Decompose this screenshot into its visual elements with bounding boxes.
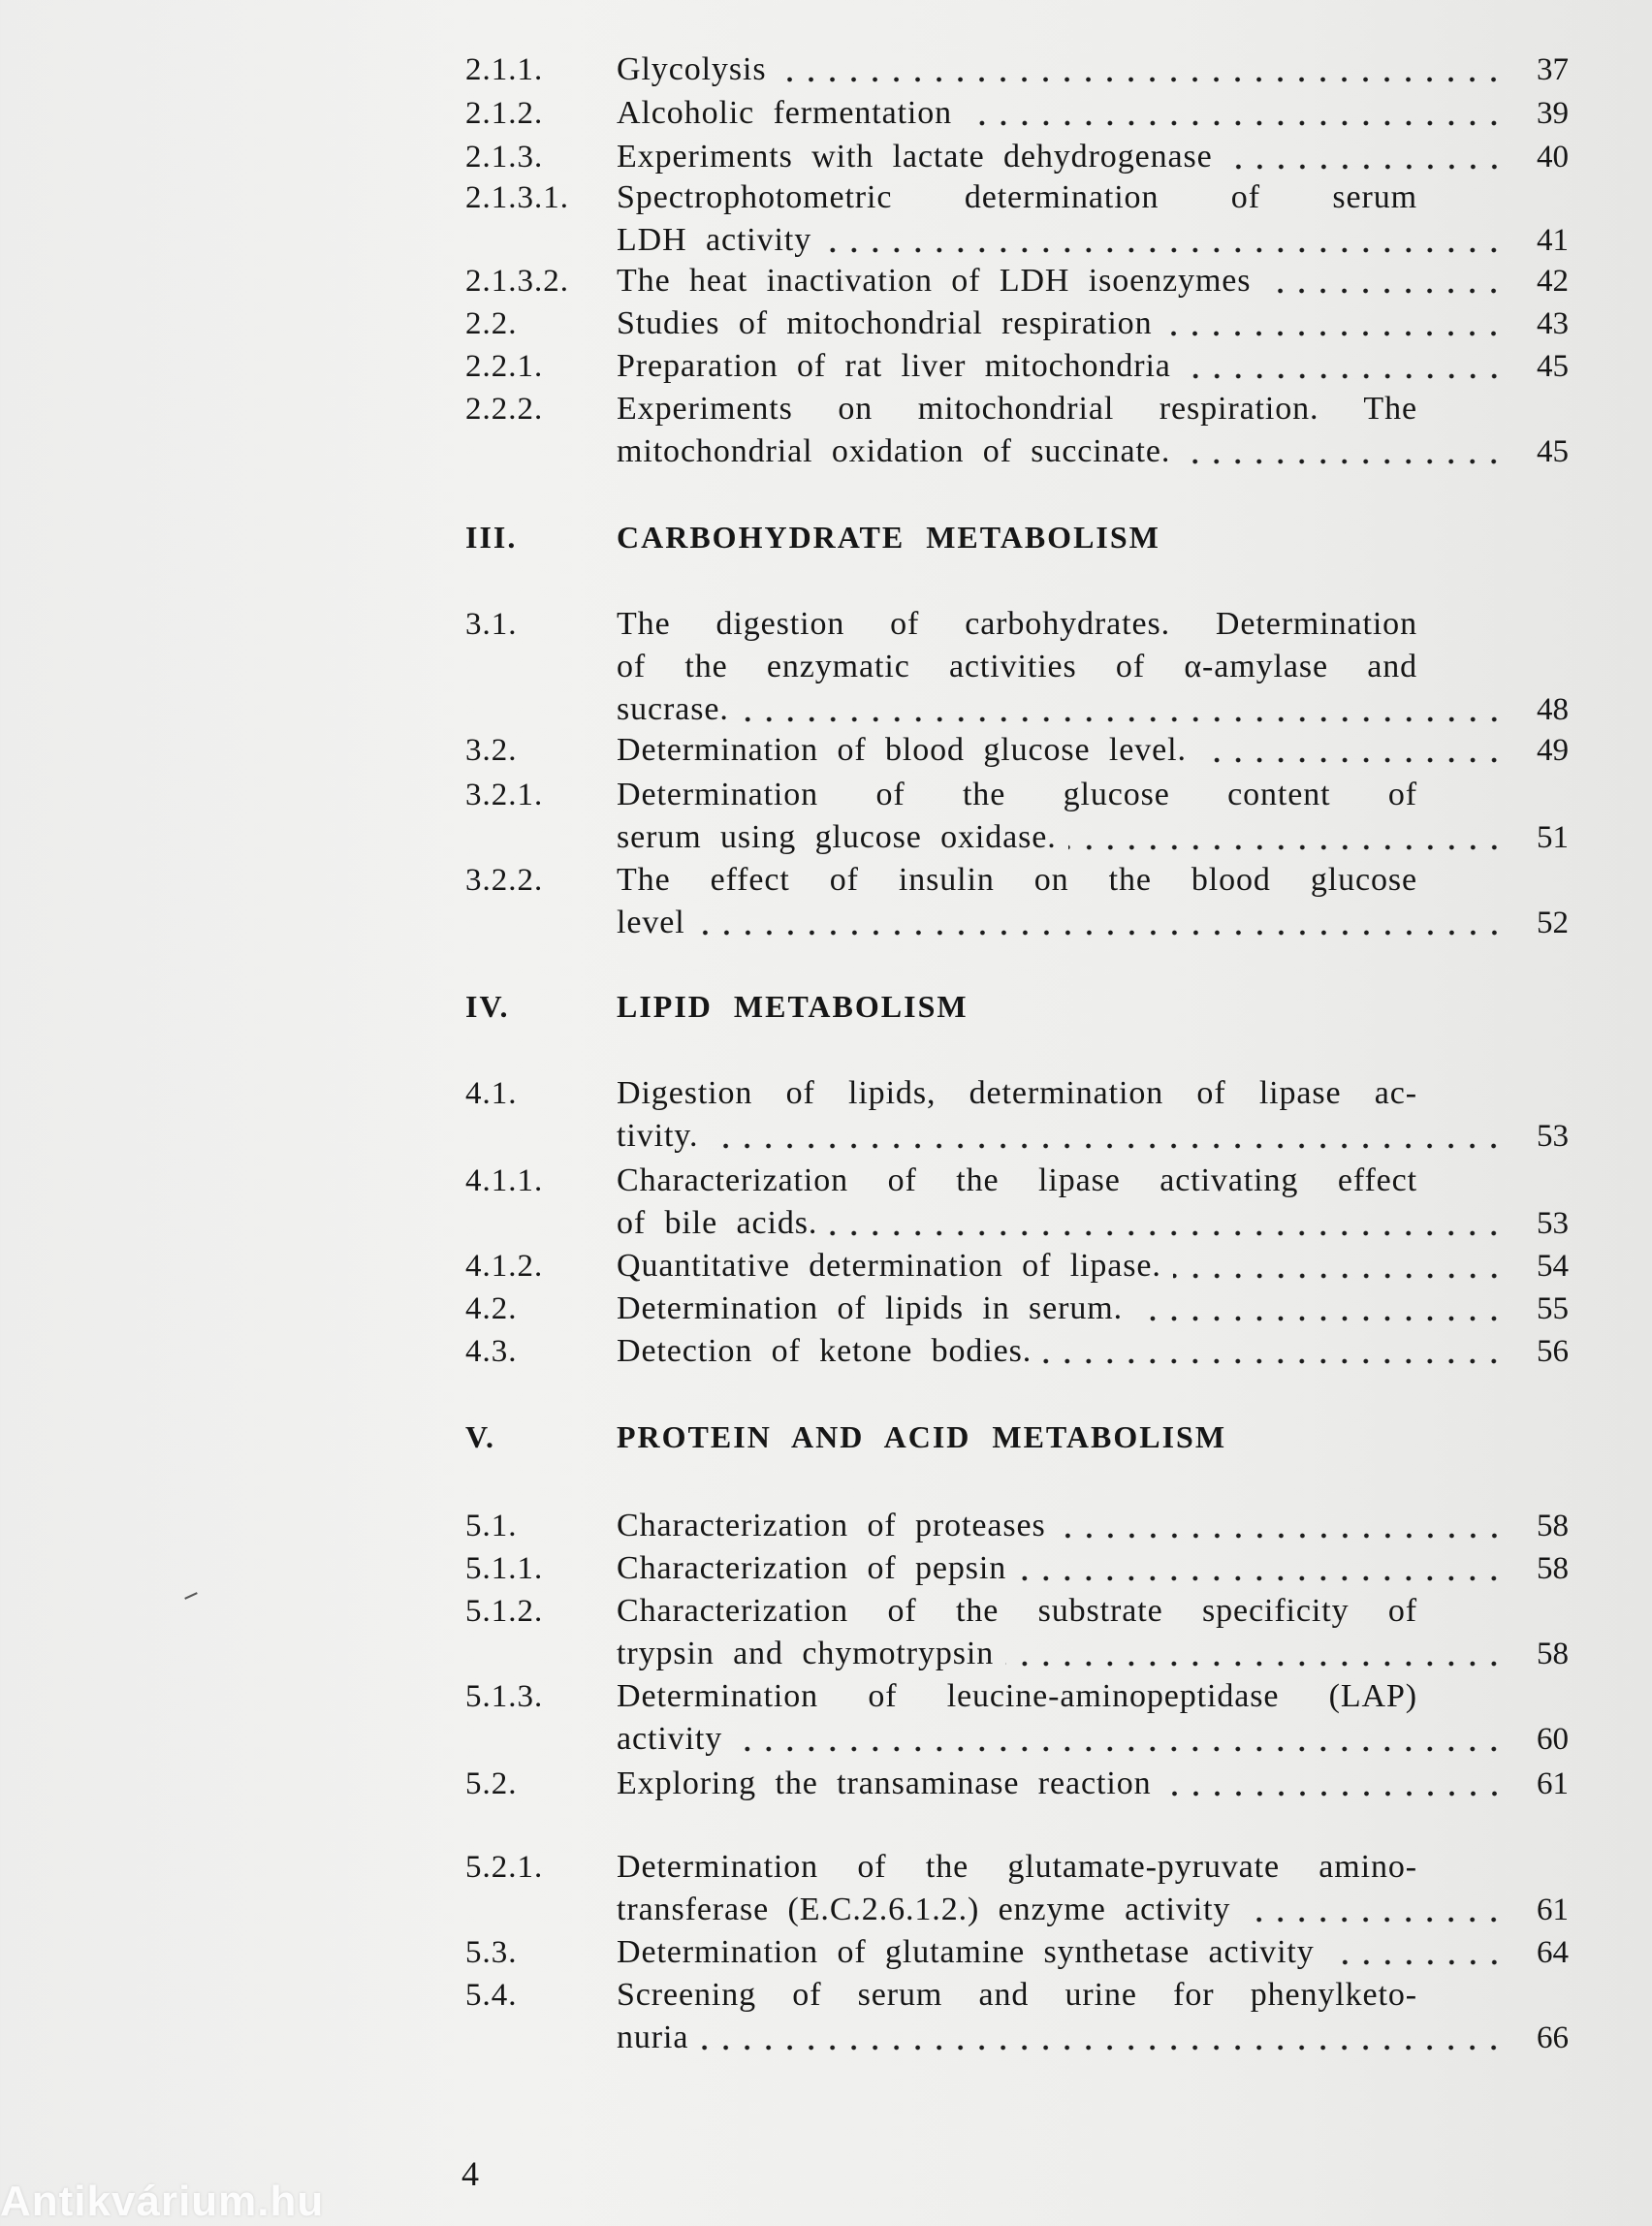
toc-entry-page: 66 — [1537, 2020, 1569, 2055]
toc-entry-line — [617, 388, 1586, 430]
toc-entry-line — [617, 1675, 1586, 1718]
toc-entry-title: Screening of serum and urine for phenylketo- — [617, 1977, 1417, 2013]
toc-entry-page: 41 — [1537, 223, 1569, 258]
toc-entry-title: The digestion of carbohydrates. Determination — [617, 606, 1417, 642]
toc-entry-line — [617, 985, 1586, 1028]
toc-entry-title: serum using glucose oxidase. — [617, 819, 1057, 855]
toc-entry-title: The effect of insulin on the blood glucose — [617, 862, 1417, 898]
toc-entry-title: sucrase. — [617, 691, 729, 727]
toc-entry-number: 4.2. — [465, 1291, 518, 1326]
toc-entry-title: Determination of leucine-aminopeptidase (LAP) — [617, 1678, 1417, 1714]
dot-leader — [1326, 1957, 1505, 1967]
toc-entry-number: 2.2.1. — [465, 349, 544, 384]
dot-leader — [734, 1744, 1505, 1754]
toc-entry-number: 4.1.1. — [465, 1163, 544, 1198]
toc-entry-page: 55 — [1537, 1291, 1569, 1326]
toc-entry-page: 58 — [1537, 1637, 1569, 1671]
toc-entry-title: tivity. — [617, 1118, 699, 1154]
toc-entry-title: Characterization of pepsin — [617, 1550, 1007, 1586]
toc-entry-title: Exploring the transaminase reaction — [617, 1765, 1152, 1801]
toc-entry-line — [617, 1974, 1586, 2017]
toc-entry-title: Studies of mitochondrial respiration — [617, 305, 1153, 341]
toc-entry-line — [617, 1547, 1586, 1590]
dot-leader — [1005, 1659, 1505, 1669]
toc-entry-page: 43 — [1537, 306, 1569, 341]
toc-entry-line — [617, 430, 1586, 473]
toc-entry-line — [617, 219, 1586, 262]
toc-entry-page: 61 — [1537, 1892, 1569, 1927]
dot-leader — [778, 75, 1505, 84]
toc-entry-title: PROTEIN AND ACID METABOLISM — [617, 1419, 1227, 1454]
toc-entry-line — [617, 1072, 1586, 1115]
toc-entry-page: 60 — [1537, 1722, 1569, 1757]
toc-entry-line — [617, 1889, 1586, 1931]
toc-entry-page: 45 — [1537, 349, 1569, 384]
toc-entry-number: III. — [465, 520, 518, 555]
toc-entry-page: 37 — [1537, 52, 1569, 87]
toc-entry-title: Detection of ketone bodies. — [617, 1333, 1032, 1369]
toc-entry-number: 3.2.1. — [465, 778, 544, 812]
toc-entry-page: 58 — [1537, 1551, 1569, 1586]
toc-entry-number: 5.2.1. — [465, 1850, 544, 1885]
toc-entry-line — [617, 1505, 1586, 1547]
toc-entry-page: 42 — [1537, 264, 1569, 299]
toc-entry-line — [617, 1245, 1586, 1288]
toc-entry-number: IV. — [465, 989, 510, 1024]
toc-entry-number: 4.1.2. — [465, 1249, 544, 1284]
toc-entry-line — [617, 48, 1586, 91]
toc-entry-page: 45 — [1537, 434, 1569, 469]
toc-entry-title: The heat inactivation of LDH isoenzymes — [617, 263, 1252, 299]
toc-entry-line — [617, 1931, 1586, 1974]
toc-entry-line — [617, 136, 1586, 178]
toc-entry-number: 3.1. — [465, 607, 518, 642]
toc-entry-title: trypsin and chymotrypsin — [617, 1636, 995, 1671]
toc-entry-line — [617, 1718, 1586, 1761]
toc-entry-title: mitochondrial oxidation of succinate. — [617, 433, 1171, 469]
dot-leader — [710, 1141, 1505, 1151]
toc-entry-line — [617, 1846, 1586, 1889]
toc-entry-line — [617, 859, 1586, 902]
toc-entry-title: activity — [617, 1721, 723, 1757]
toc-entry-page: 49 — [1537, 733, 1569, 768]
toc-entry-line — [617, 902, 1586, 944]
toc-entry-page: 39 — [1537, 96, 1569, 131]
toc-entry-line — [617, 729, 1586, 772]
toc-entry-number: 3.2.2. — [465, 863, 544, 898]
toc-entry-line — [617, 516, 1586, 558]
toc-entry-title: Determination of glutamine synthetase activity — [617, 1934, 1315, 1970]
toc-entry-title: Determination of blood glucose level. — [617, 732, 1187, 768]
toc-entry-line — [617, 646, 1586, 688]
toc-entry-title: Spectrophotometric determination of serum — [617, 179, 1417, 215]
toc-entry-line — [617, 1415, 1586, 1458]
dot-leader — [1182, 457, 1505, 466]
toc-entry-page: 53 — [1537, 1119, 1569, 1154]
dot-leader — [1068, 843, 1505, 852]
toc-entry-line — [617, 1330, 1586, 1373]
toc-entry-number: 5.1.1. — [465, 1551, 544, 1586]
toc-entry-title: LIPID METABOLISM — [617, 989, 969, 1024]
toc-entry-page: 58 — [1537, 1509, 1569, 1543]
dot-leader — [1262, 286, 1505, 296]
toc-entry-title: Alcoholic fermentation — [617, 95, 953, 131]
toc-entry-title: LDH activity — [617, 222, 812, 258]
dot-leader — [700, 2043, 1505, 2052]
toc-entry-number: 3.2. — [465, 733, 518, 768]
toc-entry-line — [617, 176, 1586, 219]
dot-leader — [1173, 1271, 1505, 1281]
toc-entry-number: 2.1.2. — [465, 96, 544, 131]
toc-entry-line — [617, 2017, 1586, 2059]
toc-entry-line — [617, 816, 1586, 859]
toc-entry-line — [617, 1590, 1586, 1633]
page-number: 4 — [461, 2154, 479, 2193]
dot-leader — [823, 245, 1505, 255]
toc-entry-page: 52 — [1537, 906, 1569, 940]
toc-entry-title: Determination of lipids in serum. — [617, 1290, 1124, 1326]
dot-leader — [1198, 755, 1505, 765]
dot-leader — [1018, 1574, 1505, 1583]
dot-leader — [964, 118, 1505, 128]
toc-entry-number: 5.1.3. — [465, 1679, 544, 1714]
toc-entry-title: level — [617, 905, 685, 940]
toc-entry-number: 5.3. — [465, 1935, 518, 1970]
toc-entry-number: 2.2.2. — [465, 392, 544, 427]
toc-entry-line — [617, 1202, 1586, 1245]
toc-entry-title: of the enzymatic activities of α-amylase and — [617, 649, 1417, 684]
toc-entry-title: CARBOHYDRATE METABOLISM — [617, 520, 1160, 555]
toc-entry-page: 54 — [1537, 1249, 1569, 1284]
toc-entry-line — [617, 688, 1586, 731]
dot-leader — [1183, 371, 1505, 381]
toc-entry-line — [617, 1115, 1586, 1158]
toc-entry-page: 51 — [1537, 820, 1569, 855]
toc-entry-page: 56 — [1537, 1334, 1569, 1369]
toc-entry-title: Determination of the glucose content of — [617, 777, 1417, 812]
toc-entry-title: of bile acids. — [617, 1205, 818, 1241]
dot-leader — [829, 1228, 1505, 1238]
toc-entry-number: 4.3. — [465, 1334, 518, 1369]
toc-entry-line — [617, 1160, 1586, 1202]
dot-leader — [1058, 1531, 1505, 1541]
toc-entry-page: 53 — [1537, 1206, 1569, 1241]
toc-entry-title: Glycolysis — [617, 51, 767, 87]
toc-entry-line — [617, 1633, 1586, 1675]
toc-entry-number: 2.2. — [465, 306, 518, 341]
toc-entry-number: 5.2. — [465, 1766, 518, 1801]
toc-entry-number: 5.1. — [465, 1509, 518, 1543]
toc-entry-number: 4.1. — [465, 1076, 518, 1111]
toc-entry-number: 5.4. — [465, 1978, 518, 2013]
dot-leader — [1134, 1314, 1505, 1323]
toc-entry-line — [617, 92, 1586, 135]
dot-leader — [697, 928, 1505, 938]
toc-entry-title: Quantitative determination of lipase. — [617, 1248, 1161, 1284]
toc-entry-title: Determination of the glutamate-pyruvate amino- — [617, 1849, 1417, 1885]
toc-entry-page: 40 — [1537, 140, 1569, 175]
toc-entry-line — [617, 345, 1586, 388]
toc-entry-title: Experiments on mitochondrial respiration. The — [617, 391, 1417, 427]
toc-entry-title: transferase (E.C.2.6.1.2.) enzyme activity — [617, 1892, 1231, 1927]
dot-leader — [1224, 162, 1505, 172]
toc-entry-title: Preparation of rat liver mitochondria — [617, 348, 1171, 384]
toc-entry-title: Characterization of proteases — [617, 1508, 1046, 1543]
dot-leader — [1043, 1356, 1505, 1366]
watermark: Antikvárium.hu — [0, 2178, 325, 2225]
toc-entry-page: 48 — [1537, 692, 1569, 727]
toc-entry-title: Digestion of lipids, determination of lipase ac- — [617, 1075, 1417, 1111]
toc-entry-line — [617, 1288, 1586, 1330]
toc-entry-number: 2.1.1. — [465, 52, 544, 87]
toc-entry-line — [617, 774, 1586, 816]
toc-entry-line — [617, 603, 1586, 646]
dot-leader — [1163, 1789, 1506, 1798]
toc-entry-title: Characterization of the substrate specificity of — [617, 1593, 1417, 1629]
toc-entry-number: 5.1.2. — [465, 1594, 544, 1629]
toc-entry-title: Experiments with lactate dehydrogenase — [617, 139, 1213, 175]
toc-entry-number: V. — [465, 1419, 495, 1454]
toc-entry-title: nuria — [617, 2019, 689, 2055]
toc-entry-number: 2.1.3. — [465, 140, 544, 175]
toc-entry-line — [617, 1763, 1586, 1805]
dot-leader — [1163, 329, 1505, 338]
toc-entry-line — [617, 260, 1586, 302]
dot-leader — [1242, 1915, 1505, 1924]
toc-entry-number: 2.1.3.1. — [465, 180, 569, 215]
toc-entry-title: Characterization of the lipase activating effect — [617, 1162, 1417, 1198]
toc-entry-page: 64 — [1537, 1935, 1569, 1970]
toc-entry-number: 2.1.3.2. — [465, 264, 569, 299]
toc-entry-line — [617, 302, 1586, 345]
dot-leader — [741, 715, 1505, 724]
toc-entry-page: 61 — [1537, 1766, 1569, 1801]
